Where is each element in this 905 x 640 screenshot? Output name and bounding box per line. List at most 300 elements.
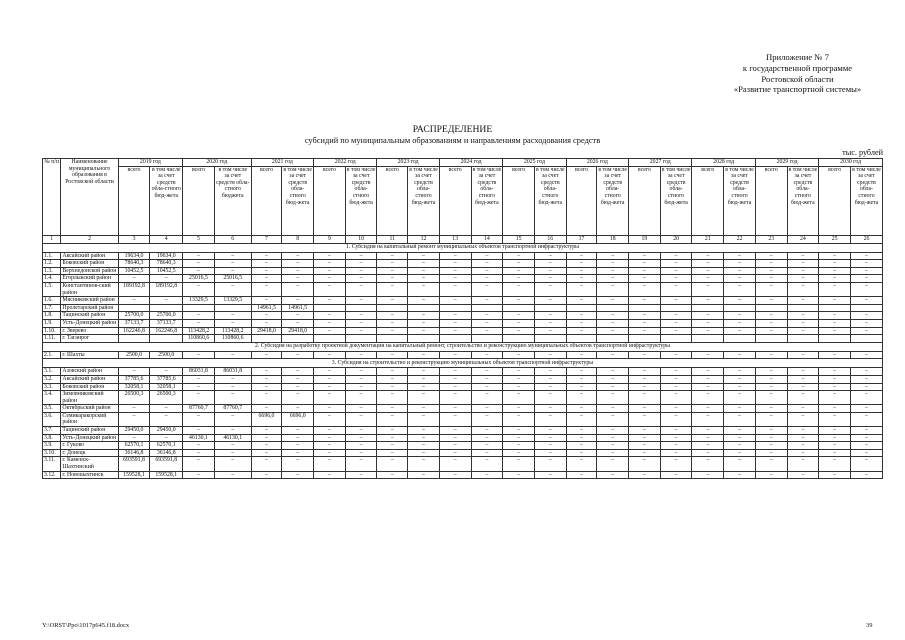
row-value: –	[345, 427, 377, 435]
row-value	[345, 304, 377, 312]
row-value: –	[282, 449, 314, 457]
row-value: –	[692, 449, 724, 457]
row-value: –	[214, 383, 251, 391]
row-value: –	[534, 471, 566, 479]
row-value: –	[755, 351, 787, 359]
row-value: –	[597, 457, 629, 471]
table-row	[43, 267, 883, 275]
row-municipality: г. Каменск-Шахтинский	[61, 457, 118, 471]
row-value: –	[471, 368, 503, 376]
row-value: 32058,1	[150, 383, 183, 391]
row-value: –	[314, 375, 346, 383]
row-value	[408, 335, 440, 343]
row-value: –	[566, 457, 597, 471]
row-value	[724, 304, 756, 312]
row-value: –	[566, 297, 597, 305]
row-value: –	[534, 282, 566, 296]
row-value: –	[251, 368, 282, 376]
row-value: –	[408, 449, 440, 457]
row-value: 26500,3	[150, 391, 183, 405]
row-value	[629, 304, 661, 312]
row-value: –	[471, 442, 503, 450]
row-value: –	[150, 412, 183, 426]
row-value: –	[214, 312, 251, 320]
table-row	[43, 412, 883, 426]
row-value: –	[850, 297, 882, 305]
row-value: –	[503, 260, 535, 268]
row-value: –	[150, 368, 183, 376]
row-value: –	[660, 383, 692, 391]
row-value: –	[439, 383, 471, 391]
header-total: всего	[183, 166, 215, 235]
row-value: –	[692, 260, 724, 268]
row-value: –	[314, 449, 346, 457]
column-number: 13	[439, 235, 471, 243]
row-value: –	[660, 412, 692, 426]
row-municipality: г. Гуково	[61, 442, 118, 450]
header-year: 2019 год	[118, 159, 182, 167]
row-value: –	[850, 427, 882, 435]
row-value: –	[629, 434, 661, 442]
row-value: –	[724, 449, 756, 457]
row-value: 25700,0	[150, 312, 183, 320]
row-value: –	[471, 391, 503, 405]
row-value: –	[408, 471, 440, 479]
header-year: 2023 год	[377, 159, 439, 167]
row-value: –	[439, 427, 471, 435]
row-value: –	[408, 275, 440, 283]
row-value: –	[534, 275, 566, 283]
row-value	[214, 304, 251, 312]
row-value: –	[724, 471, 756, 479]
row-value: –	[724, 351, 756, 359]
header-incl: в том числе за счет средств обла-стного бюд-жета	[282, 166, 314, 235]
column-number: 18	[597, 235, 629, 243]
row-value: –	[251, 252, 282, 260]
row-value: –	[314, 252, 346, 260]
row-value: –	[314, 471, 346, 479]
row-value: –	[597, 282, 629, 296]
row-value: –	[566, 449, 597, 457]
row-municipality: Егорлыкский район	[61, 275, 118, 283]
row-value: –	[251, 275, 282, 283]
row-value: –	[377, 412, 408, 426]
row-value: –	[534, 260, 566, 268]
column-number: 11	[377, 235, 408, 243]
row-value: 162246,8	[150, 327, 183, 335]
row-value: –	[251, 375, 282, 383]
column-number: 24	[787, 235, 819, 243]
row-value: 86031,8	[214, 368, 251, 376]
row-value: –	[660, 327, 692, 335]
row-number: 3.3.	[43, 383, 61, 391]
row-value: –	[597, 297, 629, 305]
header-incl: в том числе за счет средств обла-стного бюд-жета	[850, 166, 882, 235]
row-value: –	[597, 327, 629, 335]
row-value: –	[534, 312, 566, 320]
row-value: –	[183, 351, 215, 359]
row-value: –	[408, 368, 440, 376]
row-value: –	[629, 267, 661, 275]
row-value: –	[214, 471, 251, 479]
row-value: –	[214, 391, 251, 405]
row-value: –	[408, 427, 440, 435]
row-value	[439, 335, 471, 343]
row-value: –	[471, 412, 503, 426]
row-municipality: Азовский район	[61, 368, 118, 376]
row-value: –	[566, 368, 597, 376]
row-value: –	[692, 442, 724, 450]
row-number: 1.1.	[43, 252, 61, 260]
row-value: –	[597, 252, 629, 260]
header-year: 2025 год	[503, 159, 566, 167]
row-value: –	[377, 471, 408, 479]
row-value: –	[755, 442, 787, 450]
row-value: –	[314, 412, 346, 426]
row-value: –	[787, 267, 819, 275]
row-value: –	[251, 260, 282, 268]
row-value	[503, 304, 535, 312]
row-value: –	[345, 449, 377, 457]
row-value: –	[471, 252, 503, 260]
row-value: 62570,1	[150, 442, 183, 450]
row-value: –	[597, 351, 629, 359]
row-value: –	[755, 260, 787, 268]
row-value: –	[660, 319, 692, 327]
table-row	[43, 351, 883, 359]
row-value: –	[629, 412, 661, 426]
row-value	[282, 335, 314, 343]
row-value: –	[660, 471, 692, 479]
row-value: –	[377, 375, 408, 383]
row-value: –	[660, 252, 692, 260]
row-value: –	[503, 375, 535, 383]
row-value: –	[755, 383, 787, 391]
column-number: 20	[660, 235, 692, 243]
row-value: –	[439, 275, 471, 283]
row-value: –	[787, 375, 819, 383]
row-municipality: Зимовниковский район	[61, 391, 118, 405]
row-value: 29450,0	[118, 427, 150, 435]
row-value: –	[377, 383, 408, 391]
row-value: –	[251, 442, 282, 450]
row-value: –	[755, 427, 787, 435]
row-value: –	[819, 319, 851, 327]
row-value: –	[471, 427, 503, 435]
row-value: –	[629, 471, 661, 479]
row-value: –	[850, 391, 882, 405]
row-value: –	[755, 319, 787, 327]
row-value: 110860,6	[183, 335, 215, 343]
row-value: –	[214, 282, 251, 296]
row-value: –	[408, 312, 440, 320]
header-incl: в том числе за счет средств обла-стного бюд-жета	[660, 166, 692, 235]
row-value: –	[345, 412, 377, 426]
row-value: –	[597, 275, 629, 283]
header-incl: в том числе за счет средств обла-стного бюд-жета	[345, 166, 377, 235]
row-value: –	[118, 405, 150, 413]
row-value: –	[471, 297, 503, 305]
row-value: –	[819, 457, 851, 471]
row-value: –	[787, 391, 819, 405]
row-value: 29450,0	[150, 427, 183, 435]
row-value: –	[345, 383, 377, 391]
row-value	[629, 335, 661, 343]
row-value: –	[314, 434, 346, 442]
row-value: –	[251, 405, 282, 413]
row-value: –	[755, 275, 787, 283]
row-value: –	[819, 275, 851, 283]
row-value: –	[534, 412, 566, 426]
row-value: –	[724, 267, 756, 275]
row-value: –	[819, 442, 851, 450]
row-value: –	[534, 449, 566, 457]
row-value: –	[503, 412, 535, 426]
row-value: –	[503, 449, 535, 457]
column-number: 6	[214, 235, 251, 243]
row-value: –	[660, 442, 692, 450]
row-value: –	[118, 412, 150, 426]
row-value: –	[724, 275, 756, 283]
row-value: –	[150, 434, 183, 442]
row-value: –	[850, 319, 882, 327]
row-value: –	[660, 434, 692, 442]
row-value: –	[629, 368, 661, 376]
row-value: –	[439, 351, 471, 359]
header-incl: в том числе за счет средств обла-стного бюд-жета	[787, 166, 819, 235]
row-value	[755, 304, 787, 312]
row-value	[439, 304, 471, 312]
row-value: –	[471, 327, 503, 335]
row-municipality: Аксайский район	[61, 252, 118, 260]
row-number: 3.6.	[43, 412, 61, 426]
header-total: всего	[377, 166, 408, 235]
row-value: 46130,1	[214, 434, 251, 442]
header-total: всего	[314, 166, 346, 235]
row-value: –	[503, 368, 535, 376]
row-value: –	[345, 282, 377, 296]
row-value: –	[692, 267, 724, 275]
row-value: 46130,1	[183, 434, 215, 442]
row-value: –	[566, 427, 597, 435]
row-value: –	[660, 260, 692, 268]
row-value: –	[597, 267, 629, 275]
row-value	[534, 304, 566, 312]
row-value: –	[314, 457, 346, 471]
row-value: –	[503, 275, 535, 283]
row-value: –	[282, 312, 314, 320]
row-value: –	[439, 267, 471, 275]
row-value: –	[819, 351, 851, 359]
row-value: –	[408, 351, 440, 359]
row-value	[597, 304, 629, 312]
row-value: –	[787, 327, 819, 335]
row-municipality: Усть-Донецкий район	[61, 434, 118, 442]
row-value: –	[755, 457, 787, 471]
row-value: –	[692, 471, 724, 479]
row-value: –	[692, 383, 724, 391]
row-municipality: Боковский район	[61, 383, 118, 391]
document-subtitle: субсидий по муниципальным образованиям и направлениям расходования средств	[304, 136, 601, 145]
row-value: –	[183, 457, 215, 471]
section-title: 1. Субсидия на капитальный ремонт муниципальных объектов транспортной инфраструктуры	[43, 243, 883, 252]
row-value: –	[118, 368, 150, 376]
row-value: –	[819, 383, 851, 391]
row-value: –	[629, 252, 661, 260]
row-value	[692, 304, 724, 312]
row-value: –	[755, 412, 787, 426]
row-value: –	[850, 434, 882, 442]
row-value: –	[850, 412, 882, 426]
row-value: –	[787, 275, 819, 283]
row-value: –	[471, 405, 503, 413]
row-value: –	[439, 442, 471, 450]
row-value: –	[345, 457, 377, 471]
row-value: –	[660, 267, 692, 275]
row-value: –	[183, 449, 215, 457]
row-value: –	[597, 427, 629, 435]
row-value: –	[629, 457, 661, 471]
row-value: –	[439, 327, 471, 335]
row-value: –	[408, 375, 440, 383]
row-value	[597, 335, 629, 343]
row-value: 13329,5	[183, 297, 215, 305]
row-value: –	[534, 442, 566, 450]
row-value: –	[850, 260, 882, 268]
row-value: –	[282, 375, 314, 383]
row-value	[660, 304, 692, 312]
row-value: –	[408, 457, 440, 471]
row-value: –	[629, 449, 661, 457]
row-value: –	[471, 319, 503, 327]
row-value: –	[345, 319, 377, 327]
table-row	[43, 383, 883, 391]
row-value: –	[118, 434, 150, 442]
annex-line: «Развитие транспортной системы»	[733, 84, 862, 95]
header-incl: в том числе за счет средств обла-стного бюд-жета	[150, 166, 183, 235]
row-value: –	[692, 405, 724, 413]
row-value: –	[439, 252, 471, 260]
row-value: –	[819, 427, 851, 435]
row-value: 62570,1	[118, 442, 150, 450]
row-value: –	[471, 449, 503, 457]
row-value: –	[282, 351, 314, 359]
row-value: –	[282, 368, 314, 376]
row-value: –	[439, 297, 471, 305]
header-year: 2029 год	[755, 159, 818, 167]
row-value	[183, 304, 215, 312]
row-number: 3.9.	[43, 442, 61, 450]
row-value: 87760,7	[183, 405, 215, 413]
column-number: 25	[819, 235, 851, 243]
row-value: –	[692, 457, 724, 471]
row-value: 110860,6	[214, 335, 251, 343]
row-value: –	[850, 368, 882, 376]
row-value: –	[377, 427, 408, 435]
column-number: 1	[43, 235, 61, 243]
row-value: –	[408, 297, 440, 305]
row-value: –	[819, 282, 851, 296]
row-value: –	[724, 319, 756, 327]
row-value: –	[408, 327, 440, 335]
row-value: –	[724, 457, 756, 471]
table-row	[43, 471, 883, 479]
row-value: –	[408, 412, 440, 426]
row-value: –	[660, 375, 692, 383]
row-value: –	[282, 434, 314, 442]
row-value: –	[503, 383, 535, 391]
row-value	[566, 304, 597, 312]
row-value: –	[724, 405, 756, 413]
row-value: –	[566, 351, 597, 359]
row-value: –	[724, 297, 756, 305]
row-value: –	[819, 267, 851, 275]
row-value: 6696,0	[282, 412, 314, 426]
row-value: –	[629, 442, 661, 450]
row-value: –	[755, 327, 787, 335]
row-value: –	[439, 391, 471, 405]
header-total: всего	[251, 166, 282, 235]
table-row	[43, 312, 883, 320]
row-value: –	[597, 442, 629, 450]
row-value: –	[629, 391, 661, 405]
row-value: –	[471, 312, 503, 320]
row-value: –	[787, 368, 819, 376]
row-number: 1.6.	[43, 297, 61, 305]
row-value: –	[692, 252, 724, 260]
row-value: –	[282, 383, 314, 391]
row-value: –	[377, 297, 408, 305]
row-value: –	[692, 375, 724, 383]
row-value: –	[566, 327, 597, 335]
row-value: 19634,0	[150, 252, 183, 260]
row-value: –	[503, 267, 535, 275]
row-value: –	[850, 375, 882, 383]
row-value: –	[850, 267, 882, 275]
row-value: –	[755, 368, 787, 376]
row-value: –	[282, 267, 314, 275]
row-value: –	[692, 282, 724, 296]
row-value	[150, 304, 183, 312]
row-value: –	[183, 391, 215, 405]
row-value	[503, 335, 535, 343]
row-value: –	[692, 312, 724, 320]
row-value: –	[566, 260, 597, 268]
row-value: 25016,5	[183, 275, 215, 283]
row-value: –	[251, 312, 282, 320]
row-number: 3.7.	[43, 427, 61, 435]
row-value: –	[724, 412, 756, 426]
row-value: –	[471, 383, 503, 391]
header-year: 2026 год	[566, 159, 628, 167]
row-value: –	[534, 383, 566, 391]
row-value: –	[724, 260, 756, 268]
table-row	[43, 327, 883, 335]
row-value: –	[439, 471, 471, 479]
row-value: –	[534, 297, 566, 305]
row-value: –	[345, 260, 377, 268]
column-number: 8	[282, 235, 314, 243]
row-value: –	[183, 312, 215, 320]
row-value: –	[660, 405, 692, 413]
row-value: 159528,1	[118, 471, 150, 479]
row-value: 29418,0	[251, 327, 282, 335]
row-municipality: Октябрьский район	[61, 405, 118, 413]
row-value: –	[314, 368, 346, 376]
units-label: тыс. рублей	[842, 148, 883, 157]
row-value: –	[282, 275, 314, 283]
row-value: –	[503, 434, 535, 442]
